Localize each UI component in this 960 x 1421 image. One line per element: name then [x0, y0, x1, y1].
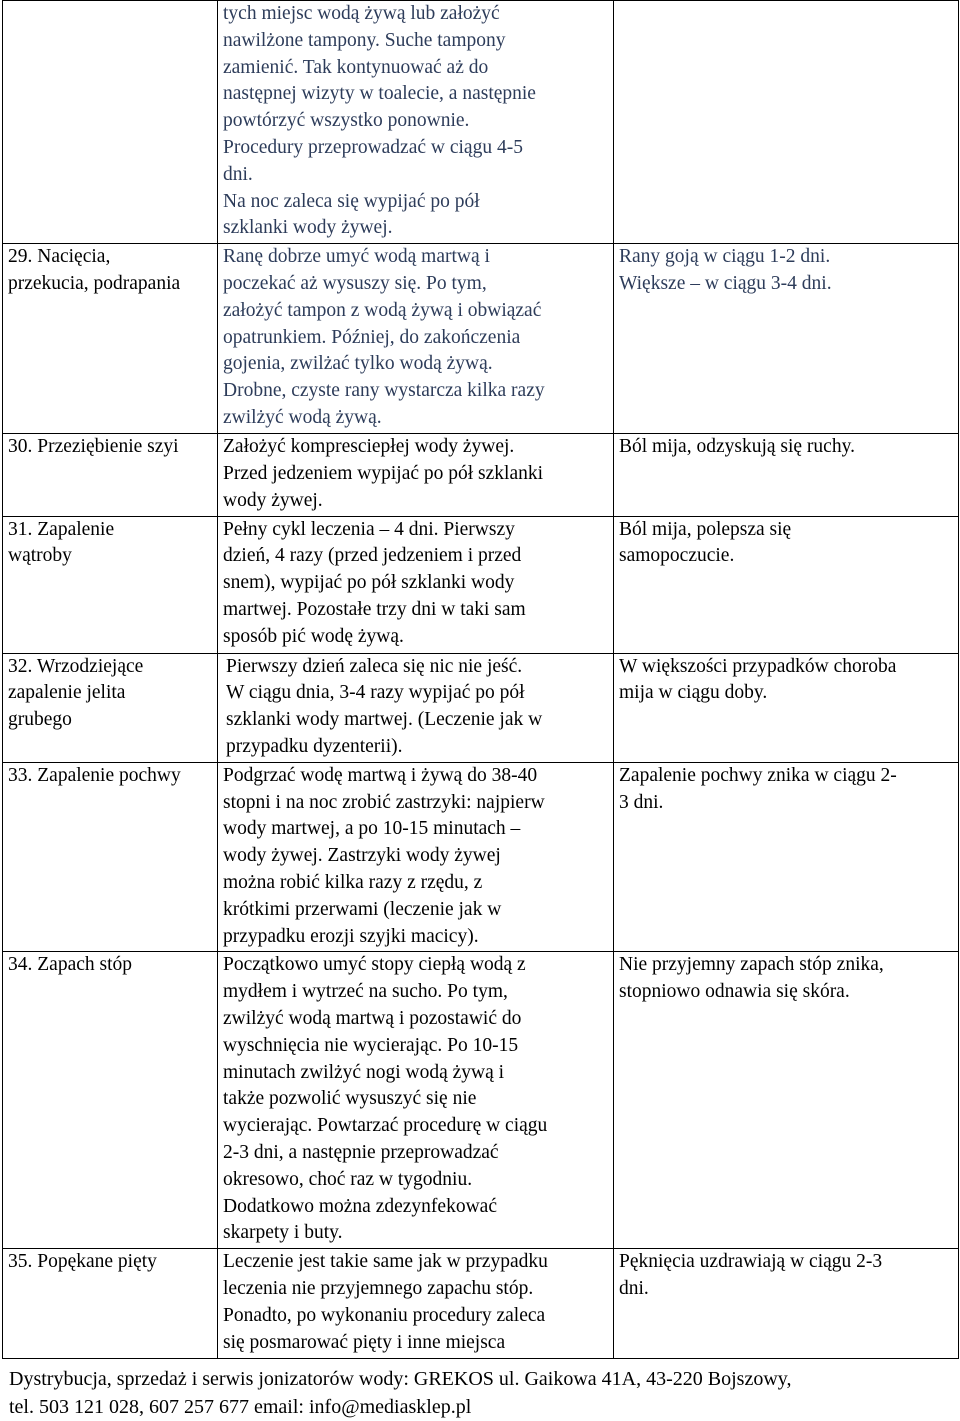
- treatment-cell: [218, 244, 614, 434]
- ailment-cell: [3, 653, 218, 762]
- ailment-text: 33. Zapalenie pochwy: [8, 764, 181, 786]
- ailment-text: 29. Nacięcia, przekucia, podrapania: [8, 246, 181, 294]
- result-text: Pęknięcia uzdrawiają w ciągu 2-3 dni.: [619, 1251, 883, 1300]
- result-cell: [614, 952, 959, 1249]
- result-cell: [614, 244, 959, 434]
- result-cell: [614, 1249, 959, 1359]
- result-cell: [614, 1, 959, 244]
- ailment-cell: [3, 1249, 218, 1359]
- treatment-text: Ranę dobrze umyć wodą martwą i poczekać aż wysuszy się. Po tym, założyć tampon z wodą żywą i obwiązać opatrunkiem. Później, do zakończenia gojenia, zwilżać tylko wodą żywą. Drobne, czyste rany wystarcza kilka razy zwilżyć wodą żywą.: [223, 246, 545, 428]
- ailment-cell: [3, 762, 218, 952]
- ailment-text: 31. Zapalenie wątroby: [8, 518, 115, 567]
- result-text: Ból mija, polepsza się samopoczucie.: [619, 518, 792, 567]
- result-cell: [614, 434, 959, 516]
- ailment-text: 34. Zapach stóp: [8, 954, 133, 976]
- table-row: [3, 653, 959, 762]
- treatment-cell: [218, 1, 614, 244]
- ailment-text: 32. Wrzodziejące zapalenie jelita grubego: [8, 655, 144, 731]
- result-text: Rany goją w ciągu 1-2 dni. Większe – w ciągu 3-4 dni.: [619, 246, 832, 294]
- treatment-text: Podgrzać wodę martwą i żywą do 38-40 stopni i na noc zrobić zastrzyki: najpierw wody martwej, a po 10-15 minutach – wody żywej. Zastrzyki wody żywej można robić kilka razy z rzędu, z krótkimi przerwami (leczenie jak w przypadku erozji szyjki macicy).: [223, 764, 545, 947]
- table-row: [3, 1, 959, 244]
- table-row: [3, 762, 959, 952]
- treatment-text: Leczenie jest takie same jak w przypadku leczenia nie przyjemnego zapachu stóp. Ponadto, po wykonaniu procedury zaleca się posmarować pięty i inne miejsca: [223, 1251, 548, 1353]
- footer-contact: Dystrybucja, sprzedaż i serwis jonizatorów wody: GREKOS ul. Gaikowa 41A, 43-220 Bojszowy, tel. 503 121 028, 607 257 677 email: info@mediasklep.pl: [9, 1368, 792, 1418]
- treatment-cell: [218, 653, 614, 762]
- treatment-text: Założyć kompresciepłej wody żywej. Przed jedzeniem wypijać po pół szklanki wody żywej.: [223, 436, 544, 511]
- treatment-table: [2, 0, 959, 1359]
- result-cell: [614, 653, 959, 762]
- result-text: Nie przyjemny zapach stóp znika, stopniowo odnawia się skóra.: [619, 954, 884, 1003]
- result-text: Zapalenie pochwy znika w ciągu 2- 3 dni.: [619, 764, 897, 813]
- result-text: Ból mija, odzyskują się ruchy.: [619, 436, 855, 458]
- treatment-cell: [218, 762, 614, 952]
- table-row: [3, 952, 959, 1249]
- treatment-text: Pierwszy dzień zaleca się nic nie jeść. W ciągu dnia, 3-4 razy wypijać po pół szklanki wody martwej. (Leczenie jak w przypadku dyzenterii).: [226, 655, 543, 757]
- treatment-cell: [218, 952, 614, 1249]
- ailment-cell: [3, 1, 218, 244]
- treatment-cell: [218, 1249, 614, 1359]
- result-cell: [614, 762, 959, 952]
- table-row: [3, 434, 959, 516]
- table-row: [3, 1249, 959, 1359]
- table-row: [3, 244, 959, 434]
- result-cell: [614, 516, 959, 653]
- ailment-cell: [3, 434, 218, 516]
- treatment-cell: [218, 434, 614, 516]
- treatment-cell: [218, 516, 614, 653]
- ailment-cell: [3, 952, 218, 1249]
- ailment-cell: [3, 516, 218, 653]
- continuation-text: tych miejsc wodą żywą lub założyć nawilżone tampony. Suche tampony zamienić. Tak kontynuować aż do następnej wizyty w toalecie, a następnie powtórzyć wszystko ponownie. Procedury przeprowadzać w ciągu 4-5 dni. Na noc zaleca się wypijać po pół szklanki wody żywej.: [223, 3, 536, 239]
- result-text: W większości przypadków choroba mija w ciągu doby.: [619, 655, 897, 704]
- ailment-text: 30. Przeziębienie szyi: [8, 436, 179, 458]
- treatment-text: Pełny cykl leczenia – 4 dni. Pierwszy dzień, 4 razy (przed jedzeniem i przed snem), wypijać po pół szklanki wody martwej. Pozostałe trzy dni w taki sam sposób pić wodę żywą.: [223, 518, 526, 647]
- treatment-text: Początkowo umyć stopy ciepłą wodą z mydłem i wytrzeć na sucho. Po tym, zwilżyć wodą martwą i pozostawić do wyschnięcia nie wycierając. Po 10-15 minutach zwilżyć nogi wodą żywą i także pozwolić wysuszyć się nie wycierając. Powtarzać procedurę w ciągu 2-3 dni, a następnie przeprowadzać okresowo, choć raz w tygodniu. Dodatkowo można zdezynfekować skarpety i buty.: [223, 954, 548, 1244]
- ailment-cell: [3, 244, 218, 434]
- table-row: [3, 516, 959, 653]
- ailment-text: 35. Popękane pięty: [8, 1251, 157, 1273]
